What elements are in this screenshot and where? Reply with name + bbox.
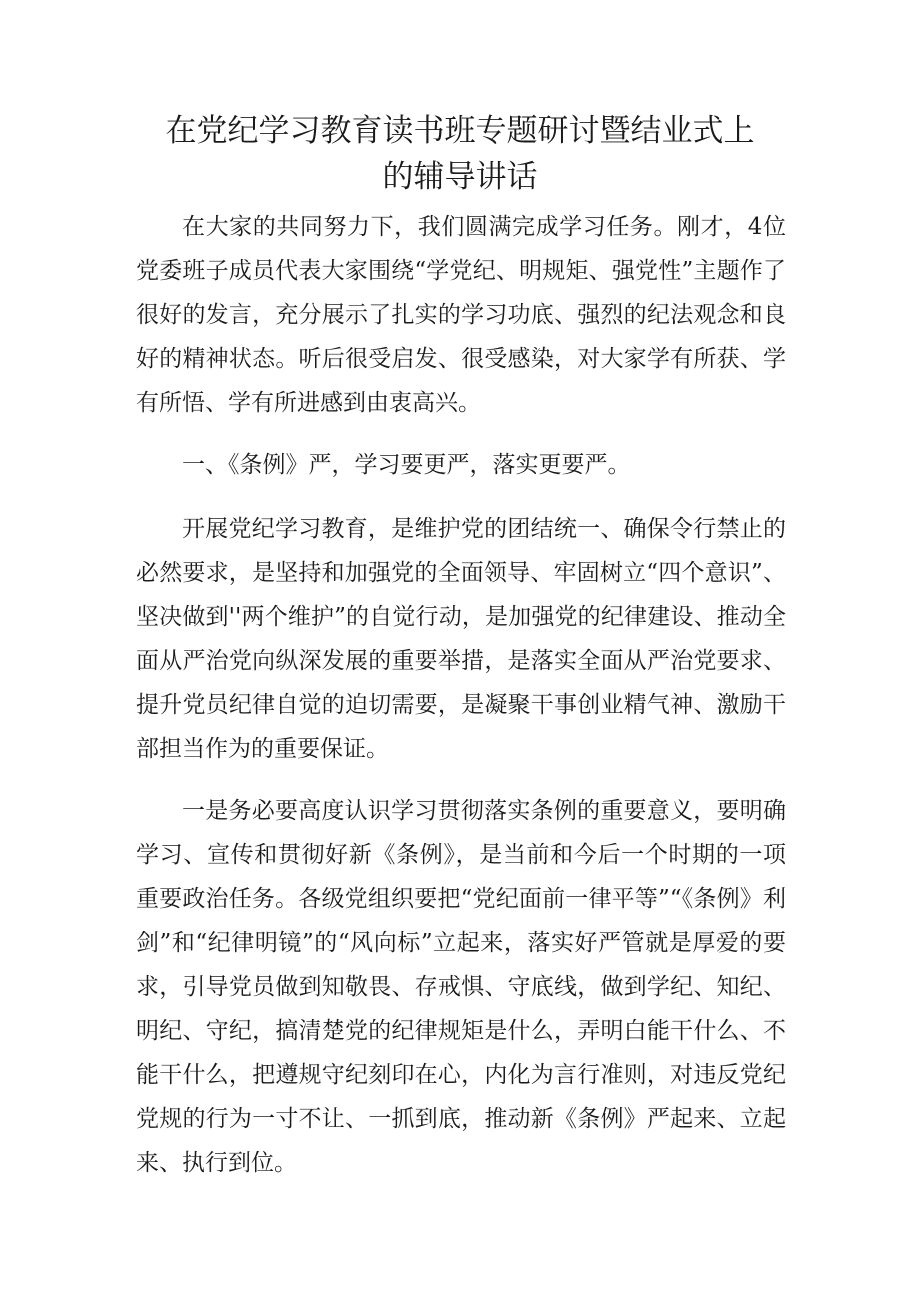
title-line-1: 在党纪学习教育读书班专题研讨暨结业式上 (165, 113, 755, 149)
title-line-2: 的辅导讲话 (382, 159, 538, 195)
section-heading-1: 一、《条例》严，学习要更严，落实更要严。 (182, 452, 631, 478)
document-body (136, 205, 786, 1203)
paragraph-intro: 在大家的共同努力下，我们圆满完成学习任务。刚才，4位党委班子成员代表大家围绕“学党纪、明规矩、强党性”主题作了很好的发言，充分展示了扎实的学习功底、强烈的纪法观念和良好的精神状态。听后很受启发、很受感染，对大家学有所获、学有所悟、学有所进感到由衷高兴。 (136, 214, 786, 416)
document-title (120, 108, 800, 200)
paragraph-significance: 开展党纪学习教育，是维护党的团结统一、确保令行禁止的必然要求，是坚持和加强党的全面领导、牢固树立“四个意识”、坚决做到''两个维护”的自觉行动，是加强党的纪律建设、推动全面从严治党向纵深发展的重要举措，是落实全面从严治党要求、提升党员纪律自觉的迫切需要，是凝聚干事创业精气神、激励干部担当作为的重要保证。 (136, 516, 786, 762)
paragraph-point-one: 一是务必要高度认识学习贯彻落实条例的重要意义，要明确学习、宣传和贯彻好新《条例》，是当前和今后一个时期的一项重要政治任务。各级党组织要把“党纪面前一律平等”“《条例》利剑”和“纪律明镜”的“风向标”立起来，落实好严管就是厚爱的要求，引导党员做到知敬畏、存戒惧、守底线，做到学纪、知纪、明纪、守纪，搞清楚党的纪律规矩是什么，弄明白能干什么、不能干什么，把遵规守纪刻印在心，内化为言行准则，对违反党纪党规的行为一寸不让、一抓到底，推动新《条例》严起来、立起来、执行到位。 (136, 798, 786, 1176)
